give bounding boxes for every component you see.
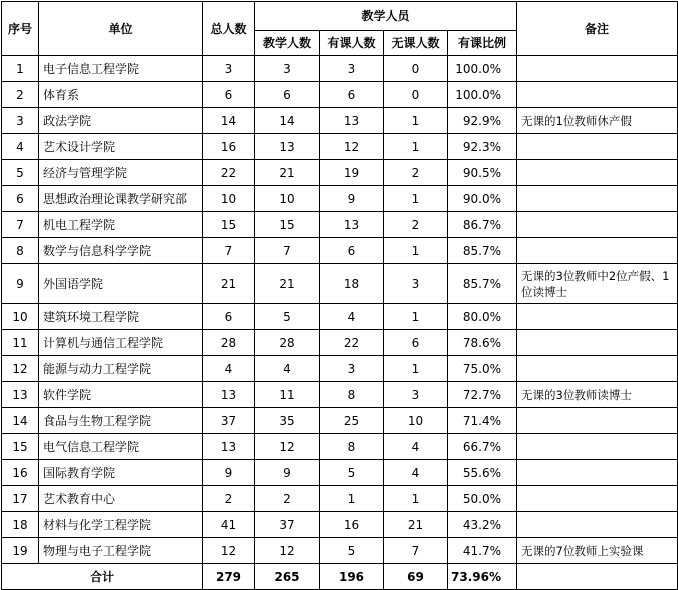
row-ratio: 43.2%	[448, 512, 517, 538]
row-teaching: 5	[255, 304, 320, 330]
row-seq: 19	[2, 538, 39, 564]
row-without-course: 10	[384, 408, 448, 434]
table-row	[2, 538, 678, 564]
header-with-course: 有课人数	[320, 31, 384, 56]
row-with-course: 13	[320, 108, 384, 134]
row-unit: 国际教育学院	[39, 460, 203, 486]
row-unit: 电子信息工程学院	[39, 56, 203, 82]
row-total: 37	[203, 408, 255, 434]
row-seq: 15	[2, 434, 39, 460]
row-remark	[517, 212, 678, 238]
row-unit: 艺术设计学院	[39, 134, 203, 160]
row-with-course: 3	[320, 56, 384, 82]
header-ratio: 有课比例	[448, 31, 517, 56]
header-remarks: 备注	[517, 2, 678, 56]
row-unit: 食品与生物工程学院	[39, 408, 203, 434]
row-ratio: 80.0%	[448, 304, 517, 330]
row-seq: 3	[2, 108, 39, 134]
row-with-course: 3	[320, 356, 384, 382]
header-unit: 单位	[39, 2, 203, 56]
row-total: 41	[203, 512, 255, 538]
row-unit: 电气信息工程学院	[39, 434, 203, 460]
row-ratio: 100.0%	[448, 56, 517, 82]
row-teaching: 13	[255, 134, 320, 160]
row-remark	[517, 82, 678, 108]
table-row	[2, 434, 678, 460]
row-with-course: 4	[320, 304, 384, 330]
row-without-course: 3	[384, 264, 448, 304]
row-total: 16	[203, 134, 255, 160]
table-row	[2, 186, 678, 212]
row-total: 10	[203, 186, 255, 212]
table-row	[2, 304, 678, 330]
row-seq: 9	[2, 264, 39, 304]
row-remark	[517, 238, 678, 264]
row-teaching: 2	[255, 486, 320, 512]
row-teaching: 28	[255, 330, 320, 356]
row-without-course: 1	[384, 134, 448, 160]
row-remark	[517, 408, 678, 434]
row-without-course: 2	[384, 212, 448, 238]
row-without-course: 3	[384, 382, 448, 408]
row-seq: 17	[2, 486, 39, 512]
table-row	[2, 134, 678, 160]
row-unit: 思想政治理论课教学研究部	[39, 186, 203, 212]
row-ratio: 90.0%	[448, 186, 517, 212]
row-with-course: 16	[320, 512, 384, 538]
table-body	[2, 56, 678, 564]
table-row	[2, 408, 678, 434]
row-teaching: 12	[255, 538, 320, 564]
row-remark: 无课的1位教师休产假	[517, 108, 678, 134]
row-total: 15	[203, 212, 255, 238]
row-unit: 计算机与通信工程学院	[39, 330, 203, 356]
row-teaching: 7	[255, 238, 320, 264]
row-with-course: 25	[320, 408, 384, 434]
row-seq: 2	[2, 82, 39, 108]
footer-ratio: 73.96%	[448, 564, 517, 590]
row-unit: 数学与信息科学学院	[39, 238, 203, 264]
table-row	[2, 486, 678, 512]
row-total: 9	[203, 460, 255, 486]
row-total: 22	[203, 160, 255, 186]
footer-label: 合计	[2, 564, 203, 590]
row-with-course: 19	[320, 160, 384, 186]
row-teaching: 11	[255, 382, 320, 408]
table-row	[2, 212, 678, 238]
row-without-course: 1	[384, 238, 448, 264]
row-ratio: 41.7%	[448, 538, 517, 564]
row-unit: 机电工程学院	[39, 212, 203, 238]
row-ratio: 72.7%	[448, 382, 517, 408]
row-ratio: 90.5%	[448, 160, 517, 186]
header-without-course: 无课人数	[384, 31, 448, 56]
row-seq: 16	[2, 460, 39, 486]
row-unit: 软件学院	[39, 382, 203, 408]
row-unit: 材料与化学工程学院	[39, 512, 203, 538]
row-teaching: 3	[255, 56, 320, 82]
row-unit: 建筑环境工程学院	[39, 304, 203, 330]
row-total: 3	[203, 56, 255, 82]
row-ratio: 85.7%	[448, 238, 517, 264]
table-row	[2, 512, 678, 538]
row-with-course: 18	[320, 264, 384, 304]
row-seq: 11	[2, 330, 39, 356]
footer-total: 279	[203, 564, 255, 590]
row-ratio: 50.0%	[448, 486, 517, 512]
row-total: 12	[203, 538, 255, 564]
row-without-course: 1	[384, 356, 448, 382]
row-with-course: 22	[320, 330, 384, 356]
row-with-course: 12	[320, 134, 384, 160]
row-teaching: 14	[255, 108, 320, 134]
table-row	[2, 382, 678, 408]
row-seq: 10	[2, 304, 39, 330]
row-without-course: 1	[384, 108, 448, 134]
row-teaching: 9	[255, 460, 320, 486]
row-without-course: 1	[384, 186, 448, 212]
row-total: 28	[203, 330, 255, 356]
row-remark	[517, 486, 678, 512]
row-remark: 无课的3位教师读博士	[517, 382, 678, 408]
table-row	[2, 264, 678, 304]
row-total: 7	[203, 238, 255, 264]
row-with-course: 8	[320, 434, 384, 460]
row-without-course: 7	[384, 538, 448, 564]
row-seq: 4	[2, 134, 39, 160]
row-ratio: 86.7%	[448, 212, 517, 238]
row-without-course: 1	[384, 486, 448, 512]
row-teaching: 21	[255, 264, 320, 304]
row-seq: 7	[2, 212, 39, 238]
row-remark	[517, 186, 678, 212]
row-without-course: 0	[384, 56, 448, 82]
row-seq: 13	[2, 382, 39, 408]
row-teaching: 6	[255, 82, 320, 108]
row-remark	[517, 56, 678, 82]
row-ratio: 71.4%	[448, 408, 517, 434]
row-unit: 能源与动力工程学院	[39, 356, 203, 382]
row-total: 4	[203, 356, 255, 382]
row-unit: 艺术教育中心	[39, 486, 203, 512]
row-total: 2	[203, 486, 255, 512]
row-teaching: 37	[255, 512, 320, 538]
row-ratio: 92.9%	[448, 108, 517, 134]
row-without-course: 6	[384, 330, 448, 356]
row-remark	[517, 512, 678, 538]
table-row	[2, 460, 678, 486]
row-ratio: 75.0%	[448, 356, 517, 382]
row-seq: 6	[2, 186, 39, 212]
row-remark: 无课的3位教师中2位产假、1位读博士	[517, 264, 678, 304]
header-teaching: 教学人数	[255, 31, 320, 56]
row-total: 6	[203, 304, 255, 330]
row-total: 6	[203, 82, 255, 108]
row-total: 13	[203, 382, 255, 408]
row-remark	[517, 356, 678, 382]
teacher-course-table	[1, 1, 678, 590]
row-seq: 14	[2, 408, 39, 434]
table-row	[2, 108, 678, 134]
header-total: 总人数	[203, 2, 255, 56]
row-seq: 5	[2, 160, 39, 186]
footer-remark	[517, 564, 678, 590]
row-teaching: 12	[255, 434, 320, 460]
row-total: 21	[203, 264, 255, 304]
row-seq: 12	[2, 356, 39, 382]
row-total: 13	[203, 434, 255, 460]
row-seq: 8	[2, 238, 39, 264]
row-remark	[517, 330, 678, 356]
row-teaching: 15	[255, 212, 320, 238]
row-remark: 无课的7位教师上实验课	[517, 538, 678, 564]
row-total: 14	[203, 108, 255, 134]
row-ratio: 85.7%	[448, 264, 517, 304]
row-ratio: 92.3%	[448, 134, 517, 160]
row-ratio: 66.7%	[448, 434, 517, 460]
row-remark	[517, 304, 678, 330]
row-unit: 经济与管理学院	[39, 160, 203, 186]
row-with-course: 1	[320, 486, 384, 512]
row-with-course: 6	[320, 238, 384, 264]
row-without-course: 4	[384, 460, 448, 486]
row-unit: 外国语学院	[39, 264, 203, 304]
table-row	[2, 56, 678, 82]
row-teaching: 35	[255, 408, 320, 434]
row-without-course: 0	[384, 82, 448, 108]
row-with-course: 6	[320, 82, 384, 108]
row-teaching: 21	[255, 160, 320, 186]
row-without-course: 2	[384, 160, 448, 186]
row-seq: 18	[2, 512, 39, 538]
row-with-course: 8	[320, 382, 384, 408]
row-with-course: 5	[320, 460, 384, 486]
table-row	[2, 330, 678, 356]
row-ratio: 55.6%	[448, 460, 517, 486]
row-remark	[517, 134, 678, 160]
header-teaching-group: 教学人员	[255, 2, 517, 31]
row-remark	[517, 434, 678, 460]
row-with-course: 5	[320, 538, 384, 564]
row-ratio: 100.0%	[448, 82, 517, 108]
table-row	[2, 238, 678, 264]
row-unit: 物理与电子工程学院	[39, 538, 203, 564]
row-remark	[517, 160, 678, 186]
row-ratio: 78.6%	[448, 330, 517, 356]
row-without-course: 4	[384, 434, 448, 460]
row-with-course: 9	[320, 186, 384, 212]
footer-teaching: 265	[255, 564, 320, 590]
table-row	[2, 160, 678, 186]
row-unit: 体育系	[39, 82, 203, 108]
row-teaching: 10	[255, 186, 320, 212]
row-without-course: 1	[384, 304, 448, 330]
footer-without-course: 69	[384, 564, 448, 590]
row-remark	[517, 460, 678, 486]
table-row	[2, 356, 678, 382]
footer-with-course: 196	[320, 564, 384, 590]
header-seq: 序号	[2, 2, 39, 56]
table-row	[2, 82, 678, 108]
row-without-course: 21	[384, 512, 448, 538]
row-unit: 政法学院	[39, 108, 203, 134]
row-teaching: 4	[255, 356, 320, 382]
row-seq: 1	[2, 56, 39, 82]
row-with-course: 13	[320, 212, 384, 238]
